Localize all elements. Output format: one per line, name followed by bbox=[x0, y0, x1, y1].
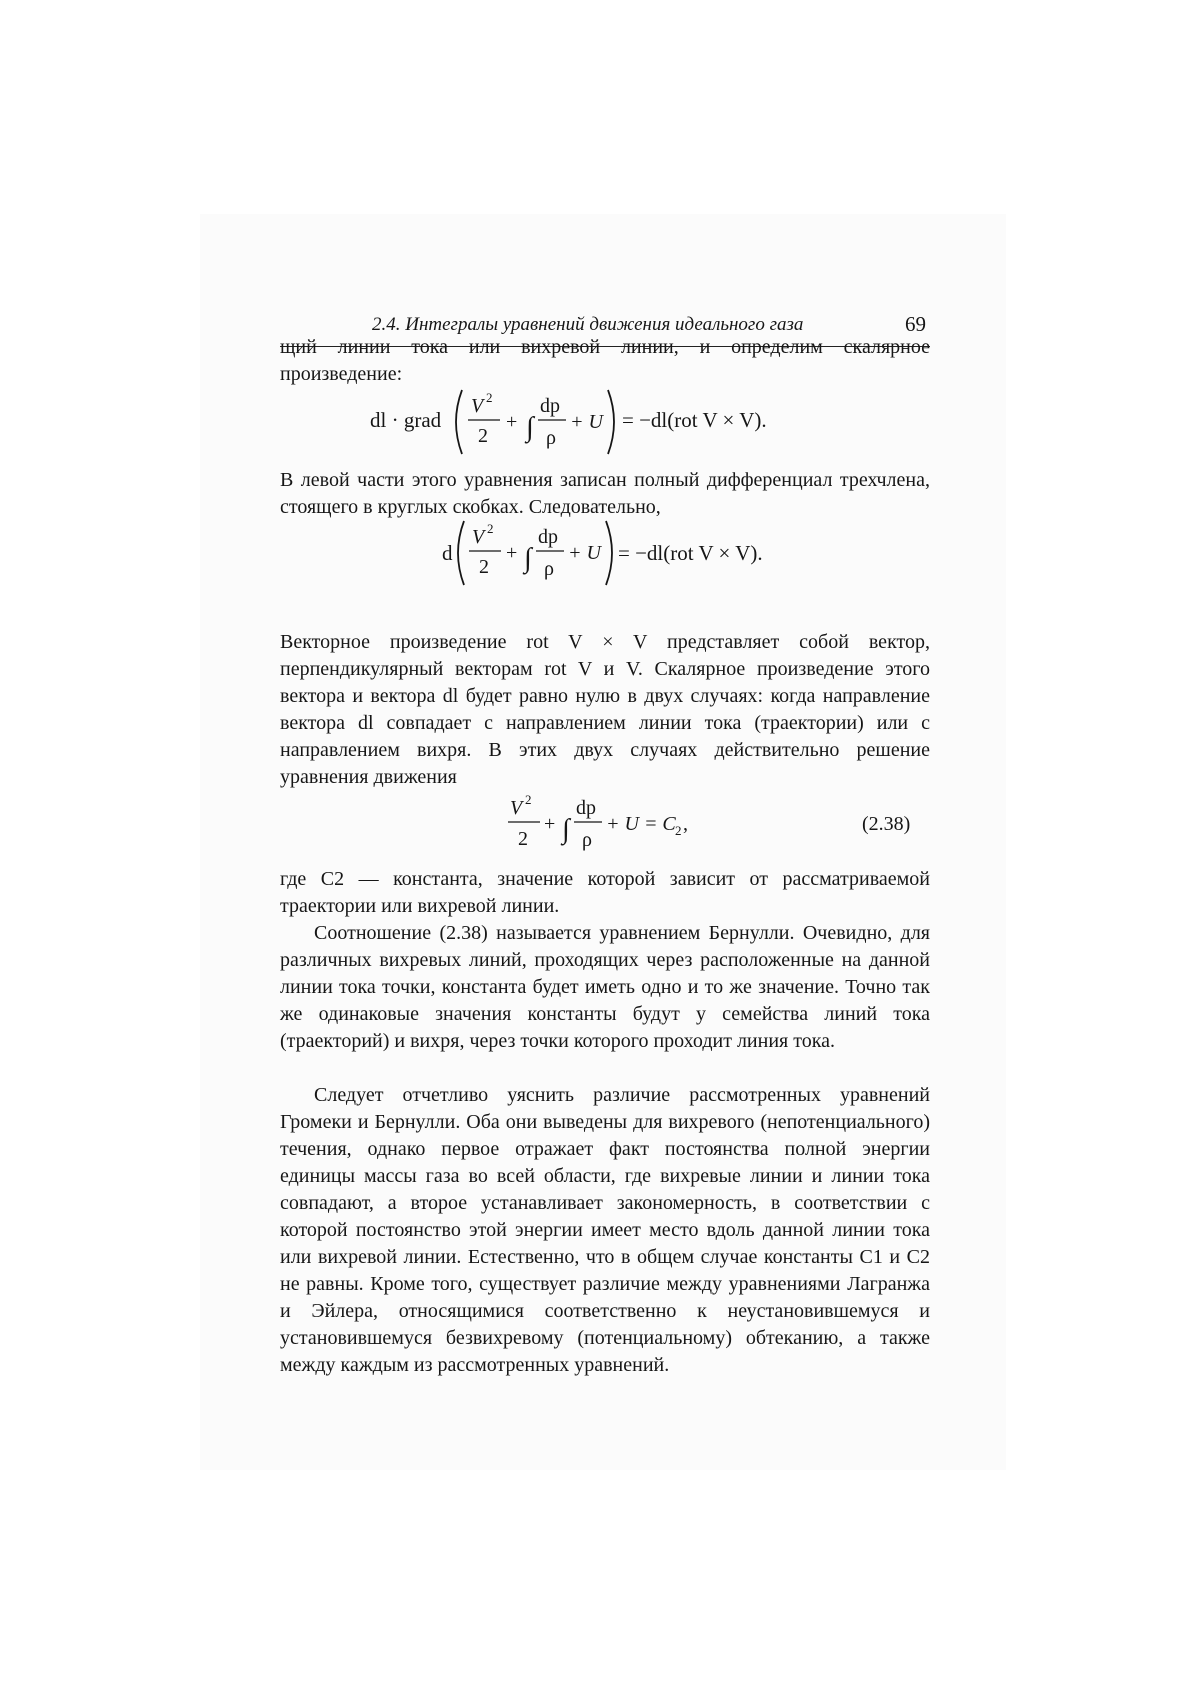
equation-1 bbox=[370, 382, 790, 462]
eq2-right-paren bbox=[606, 521, 612, 585]
eq2-prefix: d bbox=[442, 541, 453, 565]
equation-2-38 bbox=[508, 790, 708, 860]
eq2-v-exponent: 2 bbox=[487, 521, 494, 536]
paragraph-5: Соотношение (2.38) называется уравнением Бернулли. Очевидно, для различных вихревых линий, проходящих через расположенные на данной линии тока точки, константа будет иметь одно и то же значение. Точно так же одинаковые значения константы будут у семейства линий тока (траекторий) и вихря, через точки которого проходит линия тока. bbox=[280, 922, 930, 1052]
eq2-rhs: = −dl(rot V × V). bbox=[618, 541, 763, 565]
eq1-denominator-2: 2 bbox=[478, 425, 488, 447]
paragraph-4: где C2 — константа, значение которой зависит от рассматриваемой траектории или вихревой линии. bbox=[280, 868, 930, 917]
eq2-u-term: + U bbox=[568, 542, 601, 564]
eq1-prefix: dl · grad bbox=[370, 408, 442, 432]
eq2-rho: ρ bbox=[544, 558, 554, 580]
paragraph-1: щий линии тока или вихревой линии, и определим скалярное произведение: bbox=[280, 336, 930, 385]
paragraph-6: Следует отчетливо уяснить различие рассмотренных уравнений Громеки и Бернулли. Оба они выведены для вихревого (непотенциального) течения, однако первое отражает факт постоянства полной энергии единицы массы газа во всей области, где вихревые линии и линии тока совпадают, а второе устанавливает закономерность, в соответствии с которой постоянство этой энергии имеет место вдоль данной линии тока или вихревой линии. Естественно, что в общем случае константы C1 и C2 не равны. Кроме того, существует различие между уравнениями Лагранжа и Эйлера, относящимися соответственно к неустановившемуся и установившемуся безвихревому (потенциальному) обтеканию, а также между каждым из рассмотренных уравнений. bbox=[280, 1084, 930, 1376]
paragraph-2: В левой части этого уравнения записан полный дифференциал трехчлена, стоящего в круглых скобках. Следовательно, bbox=[280, 469, 930, 518]
eq2-plus: + bbox=[506, 542, 518, 564]
eq2-left-paren bbox=[458, 521, 464, 585]
eq2-v: V bbox=[472, 526, 485, 548]
eq3-denominator-2: 2 bbox=[518, 828, 528, 850]
equation-2 bbox=[442, 513, 782, 593]
eq2-integral-sign: ∫ bbox=[524, 543, 532, 574]
eq1-v: V bbox=[471, 395, 484, 417]
eq1-v-exponent: 2 bbox=[486, 390, 493, 405]
eq3-comma: , bbox=[683, 813, 688, 835]
eq3-v: V bbox=[510, 797, 523, 819]
eq1-right-paren bbox=[608, 390, 614, 454]
eq3-plus: + bbox=[544, 813, 556, 835]
eq1-plus: + bbox=[506, 411, 518, 433]
eq3-rho: ρ bbox=[582, 829, 592, 851]
eq1-rhs: = −dl(rot V × V). bbox=[622, 408, 767, 432]
eq3-dp: dp bbox=[576, 797, 596, 819]
eq2-dp: dp bbox=[538, 526, 558, 548]
eq1-dp: dp bbox=[540, 395, 560, 417]
eq1-u-term: + U bbox=[570, 411, 603, 433]
eq1-left-paren bbox=[456, 390, 462, 454]
eq1-rho: ρ bbox=[546, 427, 556, 449]
eq3-subscript: 2 bbox=[675, 823, 682, 838]
eq3-integral-sign: ∫ bbox=[562, 814, 570, 845]
paragraph-3: Векторное произведение rot V × V представляет собой вектор, перпендикулярный векторам rot V и V. Скалярное произведение этого вектора и вектора dl будет равно нулю в двух случаях: когда направление вектора dl совпадает с направлением линии тока (траектории) или с направлением вихря. В этих двух случаях действительно решение уравнения движения bbox=[280, 631, 930, 788]
eq2-denominator-2: 2 bbox=[479, 556, 489, 578]
page-number: 69 bbox=[905, 312, 926, 336]
eq1-integral-sign: ∫ bbox=[526, 412, 534, 443]
eq3-rhs: + U = C bbox=[606, 813, 676, 835]
eq3-v-exponent: 2 bbox=[525, 792, 532, 807]
equation-number: (2.38) bbox=[862, 813, 911, 835]
running-title: 2.4. Интегралы уравнений движения идеального газа bbox=[372, 314, 804, 335]
